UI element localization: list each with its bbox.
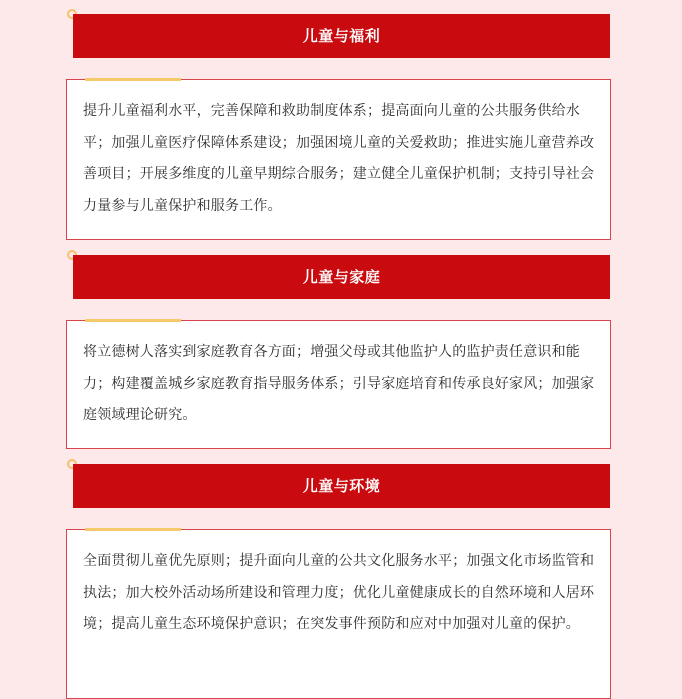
card-accent-line xyxy=(85,78,181,81)
section-body-welfare: 提升儿童福利水平，完善保障和救助制度体系；提高面向儿童的公共服务供给水平；加强儿童医疗保障体系建设；加强困境儿童的关爱救助；推进实施儿童营养改善项目；开展多维度的儿童早期综合服务；建立健全儿童保护机制；支持引导社会力量参与儿童保护和服务工作。 xyxy=(83,103,595,214)
section-header-environment: 儿童与环境 xyxy=(73,464,610,508)
section-card-welfare xyxy=(66,79,611,240)
section-body-family: 将立德树人落实到家庭教育各方面；增强父母或其他监护人的监护责任意识和能力；构建覆盖城乡家庭教育指导服务体系；引导家庭培育和传承良好家风；加强家庭领域理论研究。 xyxy=(83,344,595,423)
card-accent-line xyxy=(85,528,181,531)
section-body-environment: 全面贯彻儿童优先原则；提升面向儿童的公共文化服务水平；加强文化市场监管和执法；加大校外活动场所建设和管理力度；优化儿童健康成长的自然环境和人居环境；提高儿童生态环境保护意识；在突发事件预防和应对中加强对儿童的保护。 xyxy=(83,553,595,632)
card-accent-line xyxy=(85,319,181,322)
section-header-family: 儿童与家庭 xyxy=(73,255,610,299)
section-header-welfare: 儿童与福利 xyxy=(73,14,610,58)
section-card-family xyxy=(66,320,611,449)
section-card-environment xyxy=(66,529,611,699)
